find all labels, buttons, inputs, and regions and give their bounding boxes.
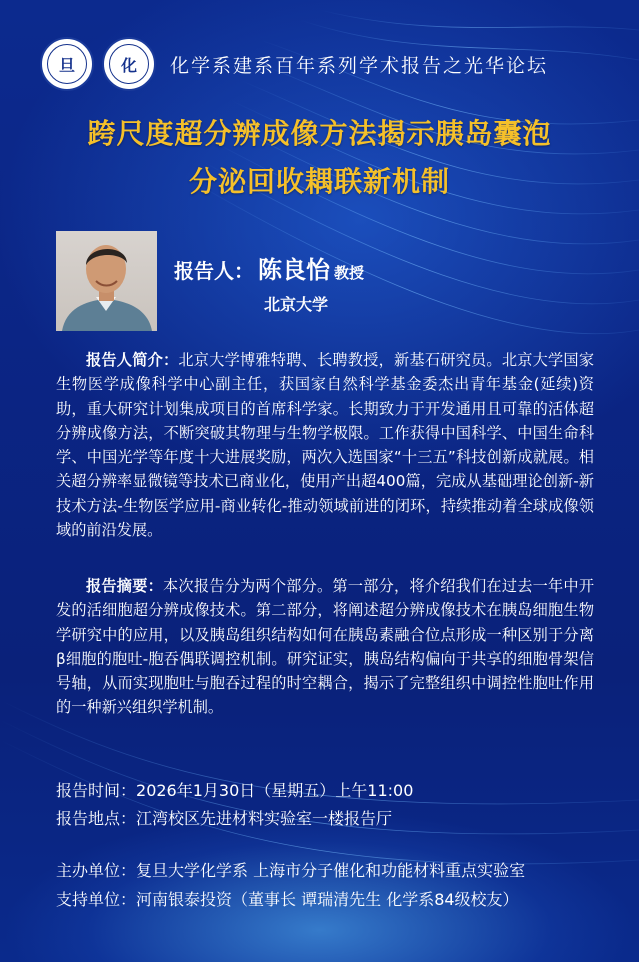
talk-time-value: 2026年1月30日（星期五）上午11:00 [136,781,414,800]
speaker-portrait-icon [56,231,157,331]
talk-place [56,806,392,829]
speaker-bio-label: 报告人简介： [86,351,179,369]
header [40,36,600,92]
talk-place-label: 报告地点： [56,809,137,828]
talk-abstract-text: 本次报告分为两个部分。第一部分，将介绍我们在过去一年中开发的活细胞超分辨成像技术。第二部分，将阐述超分辨成像技术在胰岛细胞生物学研究中的应用，以及胰岛组织结构如何在胰岛素融合位点形成一种区别于分离β细胞的胞吐-胞吞偶联调控机制。研究证实，胰岛结构偏向于共享的细胞骨架信号轴，从而实现胞吐与胞吞过程的时空耦合，揭示了完整组织中调控性胞吐作用的一种新兴组织学机制。 [56,577,595,717]
talk-time [56,778,413,801]
talk-abstract-label: 报告摘要： [86,577,164,595]
supporting-organizer [56,887,519,910]
talk-title-line-1: 跨尺度超分辨成像方法揭示胰岛囊泡 [87,117,552,150]
talk-time-label: 报告时间： [56,781,137,800]
host-organizer [56,858,525,881]
forum-title: 化学系建系百年系列学术报告之光华论坛 [170,54,549,77]
speaker-position: 教授 [334,264,365,282]
speaker-label: 报告人： [174,259,254,283]
talk-abstract [56,574,594,720]
fudan-chemistry-seal-icon: 化 [102,37,156,91]
speaker-name: 陈良怡 [258,256,330,284]
speaker-line [174,250,364,285]
talk-place-value: 江湾校区先进材料实验室一楼报告厅 [136,809,393,828]
speaker-photo [56,231,157,331]
supporting-organizer-value: 河南银泰投资（董事长 谭瑞清先生 化学系84级校友） [136,890,519,909]
talk-title-line-2: 分泌回收耦联新机制 [188,165,450,198]
speaker-affiliation: 北京大学 [264,295,329,314]
supporting-organizer-label: 支持单位： [56,890,137,909]
host-organizer-label: 主办单位： [56,861,137,880]
speaker-bio [56,348,594,542]
speaker-bio-text: 北京大学博雅特聘、长聘教授，新基石研究员。北京大学国家生物医学成像科学中心副主任，获国家自然科学基金委杰出青年基金(延续)资助，重大研究计划集成项目的首席科学家。长期致力于开发通用且可靠的活体超分辨成像方法，不断突破其物理与生物学极限。工作获得中国科学、中国生命科学、中国光学等年度十大进展奖励，两次入选国家“十三五”科技创新成就展。相关超分辨率显微镜等技术已商业化，使用产出超400篇，完成从基础理论创新-新技术方法-生物医学应用-商业转化-推动领域前进的闭环，持续推动着全球成像领域的前沿发展。 [56,351,595,540]
host-organizer-value: 复旦大学化学系 上海市分子催化和功能材料重点实验室 [136,861,526,880]
fudan-university-seal-icon: 旦 [40,37,94,91]
